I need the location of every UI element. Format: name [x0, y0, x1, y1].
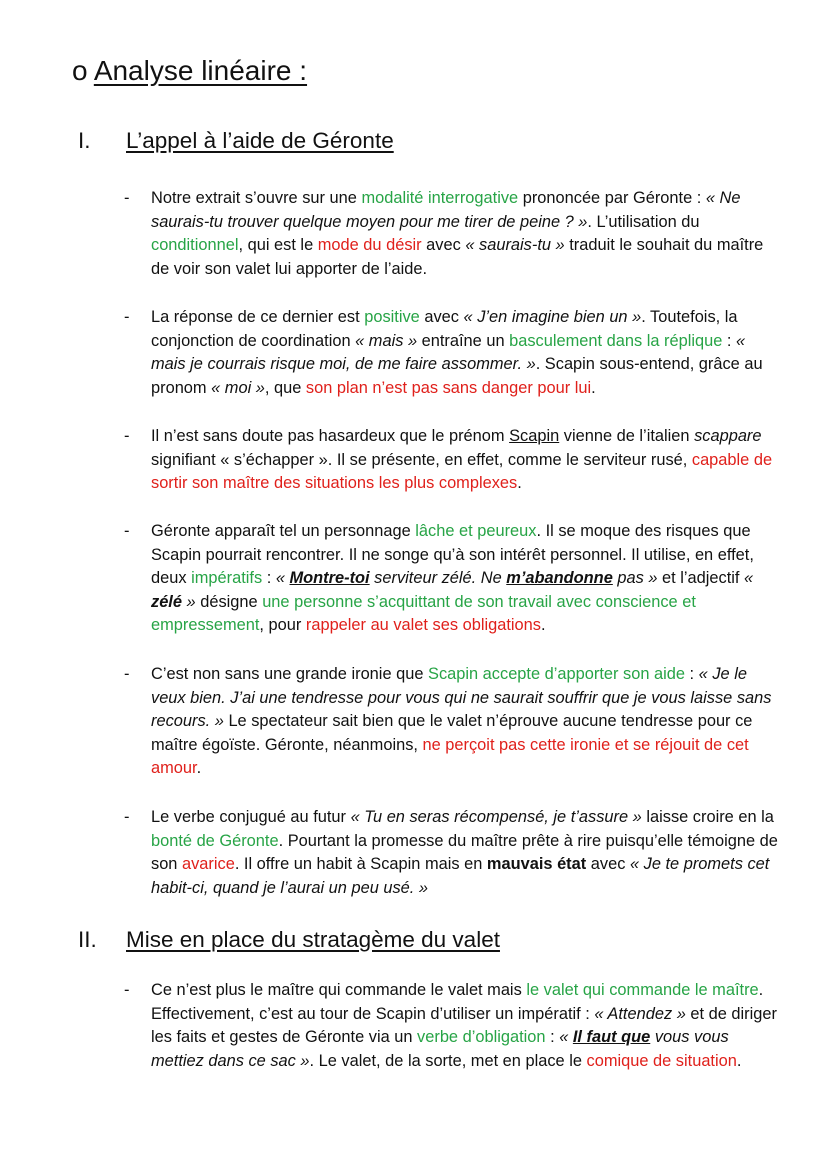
text: . [196, 759, 202, 778]
quote-emphasis: m’abandonne [506, 569, 613, 588]
text: avec [421, 236, 466, 255]
bullet-dash: - [124, 522, 130, 540]
text: Ce n’est plus le maître qui commande le valet mais [151, 981, 527, 999]
quote: « Attendez » [594, 1004, 686, 1023]
quote: « Ne saurais-tu trouver quelque moyen pour me tirer de peine ? » [151, 189, 741, 231]
document-title [72, 52, 307, 90]
text: vienne de l’italien [559, 427, 695, 445]
text: et l’adjectif [657, 569, 745, 588]
highlight-green: impératifs [191, 569, 263, 588]
text: . Il se moque des risques que Scapin pourrait rencontrer. Il ne songe qu’à son intérêt personnel. Il utilise, en effet, deux [151, 522, 754, 588]
paragraph-6 [124, 806, 784, 900]
bullet-dash: - [124, 189, 130, 207]
quote-emphasis: Il faut que [572, 1028, 651, 1047]
bold-text: mauvais état [486, 855, 587, 874]
bullet-dash: - [124, 808, 130, 826]
highlight-red: son plan n’est pas sans danger pour lui [305, 378, 592, 397]
text: . [736, 1051, 742, 1070]
text: et de diriger les faits et gestes de Géronte via un [151, 1004, 777, 1047]
paragraph-1 [124, 187, 784, 281]
quote: « mais » [355, 331, 418, 350]
paragraph-3 [124, 425, 784, 496]
text: : [545, 1028, 560, 1047]
underlined-name: Scapin [509, 427, 560, 445]
bullet-dash: - [124, 981, 130, 999]
section-heading-2 [78, 925, 500, 955]
section-title: Mise en place du stratagème du valet [126, 927, 500, 952]
text: , que [264, 378, 306, 397]
text: C’est non sans une grande ironie que [151, 665, 429, 683]
quote: pas » [612, 569, 658, 588]
quote: « [559, 1028, 573, 1047]
section-title: L’appel à l’aide de Géronte [126, 128, 394, 153]
bullet-dash: - [124, 665, 130, 683]
text: avec [419, 308, 464, 326]
highlight-green: bonté de Géronte [151, 831, 279, 850]
text: prononcée par Géronte : [518, 189, 706, 207]
highlight-green: verbe d’obligation [417, 1028, 546, 1047]
title-bullet: o [72, 55, 88, 86]
highlight-red: ne perçoit pas cette ironie et se réjouit de cet amour [151, 735, 749, 778]
text: signifiant « s’échapper ». Il se présente, en effet, comme le serviteur rusé, [151, 450, 692, 469]
text: laisse croire en la [641, 808, 774, 826]
text: , qui est le [238, 236, 318, 255]
bullet-dash: - [124, 427, 130, 445]
italic-word: scappare [694, 427, 762, 445]
text: La réponse de ce dernier est [151, 308, 365, 326]
paragraph-5 [124, 663, 784, 781]
highlight-red: avarice [181, 855, 235, 874]
title-text: Analyse linéaire : [93, 55, 308, 86]
text: . Effectivement, c’est au tour de Scapin d’utiliser un impératif : [151, 981, 764, 1023]
text: . Scapin sous-entend, grâce au pronom [151, 355, 763, 397]
quote: « [275, 569, 290, 588]
text: traduit le souhait du maître de voir son valet lui apporter de l’aide. [151, 236, 764, 278]
text: avec [586, 855, 630, 874]
quote: serviteur zélé. Ne [369, 569, 507, 588]
quote: « mais je courrais risque moi, de me faire assommer. » [151, 331, 746, 374]
text: , pour [259, 616, 306, 635]
text: : [722, 331, 737, 350]
text: Le verbe conjugué au futur [151, 808, 351, 826]
quote-emphasis: Montre-toi [289, 569, 370, 588]
text: Notre extrait s’ouvre sur une [151, 189, 362, 207]
text: . Le valet, de la sorte, met en place le [309, 1051, 587, 1070]
quote: « J’en imagine bien un » [463, 308, 642, 326]
text: Géronte apparaît tel un personnage [151, 522, 416, 540]
text: . Pourtant la promesse du maître prête à rire puisqu’elle témoigne de son [151, 831, 778, 874]
highlight-red: capable de sortir son maître des situations les plus complexes [151, 450, 773, 493]
highlight-green: basculement dans la réplique [509, 331, 723, 350]
highlight-red: mode du désir [317, 236, 422, 255]
highlight-red: rappeler au valet ses obligations [305, 616, 541, 635]
text: entraîne un [417, 331, 510, 350]
quote: « [744, 569, 754, 588]
text: . [517, 474, 522, 493]
quote-bold: zélé [151, 592, 182, 611]
quote: « Je le veux bien. J’ai une tendresse pour vous qui ne saurait souffrir que je vous laisse sans recours. » [151, 665, 772, 731]
quote: « Tu en seras récompensé, je t’assure » [350, 808, 642, 826]
highlight-green: Scapin accepte d’apporter son aide [428, 665, 685, 683]
quote: vous vous mettiez dans ce sac » [151, 1028, 729, 1070]
text: . [540, 616, 546, 635]
text: Il n’est sans doute pas hasardeux que le prénom [151, 427, 510, 445]
highlight-green: lâche et peureux [415, 522, 537, 540]
text: : [684, 665, 699, 683]
highlight-green: une personne s’acquittant de son travail avec conscience et empressement [151, 592, 696, 635]
highlight-green: conditionnel [151, 236, 239, 255]
highlight-green: le valet qui commande le maître [526, 981, 759, 999]
quote: « moi » [211, 378, 265, 397]
section-heading-1 [78, 126, 394, 156]
quote: » [181, 592, 196, 611]
section-number: I. [78, 128, 91, 153]
text: . Toutefois, la conjonction de coordination [151, 308, 738, 350]
text: désigne [195, 592, 263, 611]
text: . Il offre un habit à Scapin mais en [234, 855, 487, 874]
paragraph-2 [124, 306, 784, 400]
bullet-dash: - [124, 308, 130, 326]
highlight-red: comique de situation [586, 1051, 737, 1070]
paragraph-4 [124, 520, 784, 638]
quote: « saurais-tu » [465, 236, 565, 255]
highlight-green: modalité interrogative [361, 189, 519, 207]
text: . L’utilisation du [587, 212, 700, 231]
section-number: II. [78, 927, 97, 952]
text: : [262, 569, 276, 588]
text: . [591, 378, 596, 397]
quote: « Je te promets cet habit-ci, quand je l’aurai un peu usé. » [151, 855, 770, 897]
text: Le spectateur sait bien que le valet n’éprouve aucune tendresse pour ce maître égoïste. Géronte, néanmoins, [151, 712, 753, 754]
highlight-green: positive [364, 308, 420, 326]
paragraph-7 [124, 979, 784, 1073]
